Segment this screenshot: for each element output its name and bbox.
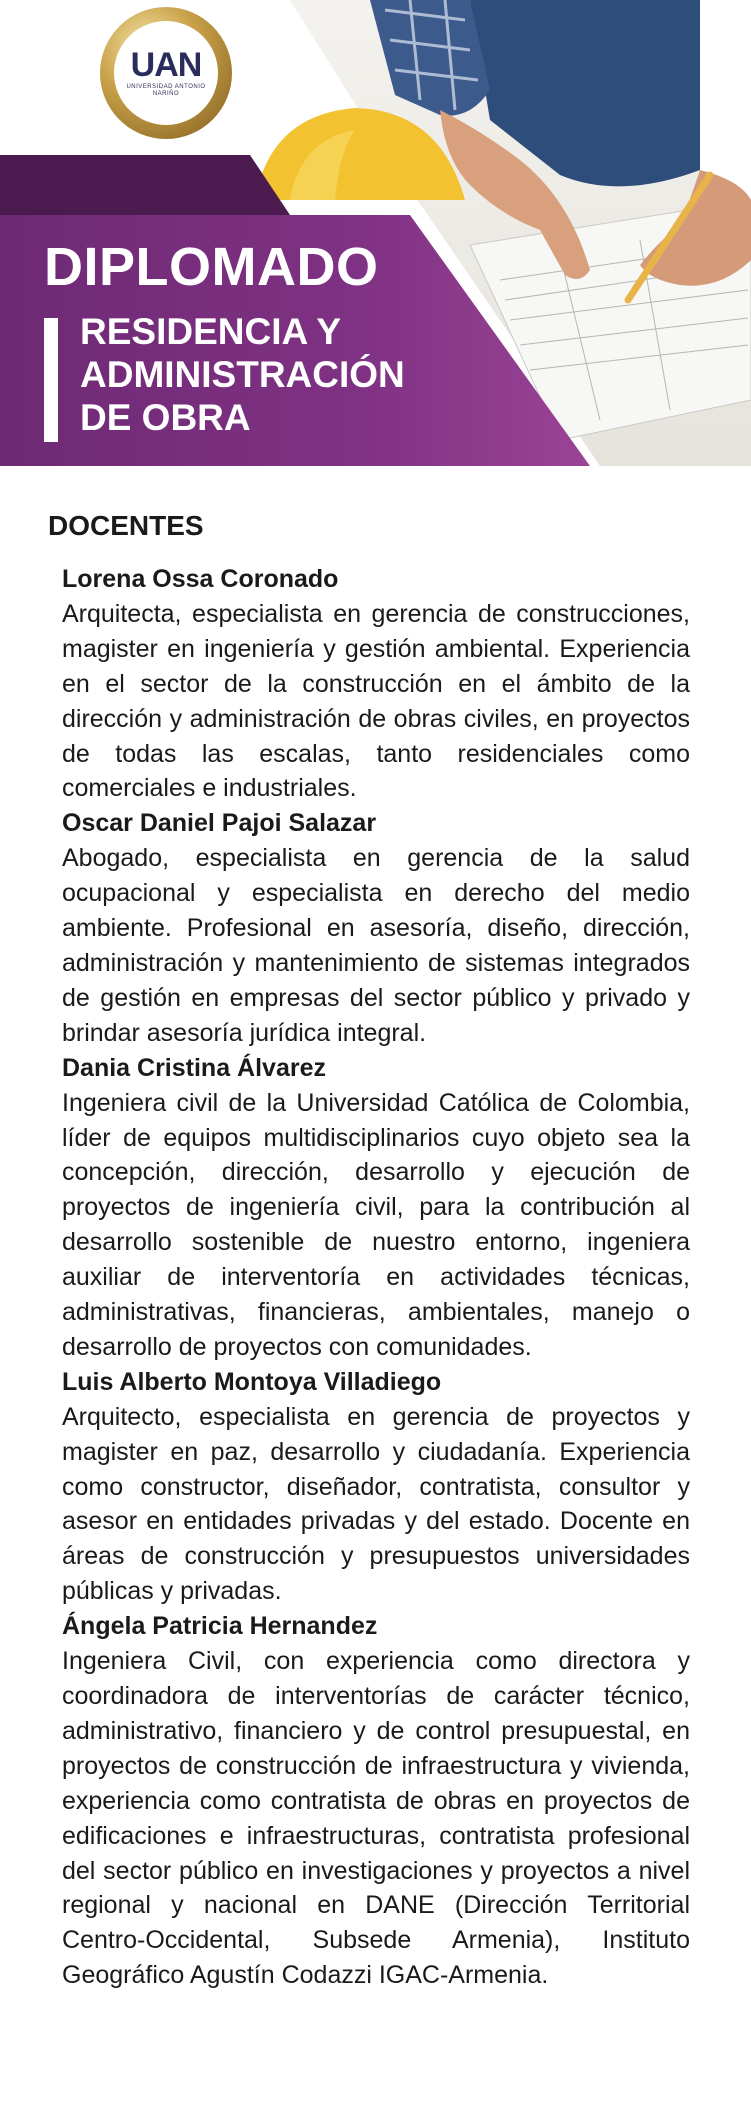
subtitle-line: DE OBRA bbox=[80, 397, 251, 438]
docente-name: Dania Cristina Álvarez bbox=[62, 1053, 326, 1082]
docente-name: Ángela Patricia Hernandez bbox=[62, 1612, 378, 1641]
docentes-list bbox=[62, 562, 690, 1993]
docente-bio: Abogado, especialista en gerencia de la salud ocupacional y especialista en derecho del medio ambiente. Profesional en asesoría, diseño, dirección, administración y mantenimiento de sistemas integrados de gestión en empresas del sector público y privado y brindar asesoría jurídica integral. bbox=[62, 844, 690, 1047]
program-title: DIPLOMADO bbox=[44, 237, 379, 297]
subtitle-line: RESIDENCIA Y bbox=[80, 311, 342, 352]
docente-bio: Ingeniera civil de la Universidad Católica de Colombia, líder de equipos multidisciplinarios cuyo objeto sea la concepción, dirección, desarrollo y ejecución de proyectos de ingeniería civil, para la contribución al desarrollo sostenible de nuestro entorno, ingeniera auxiliar de interventoría en actividades técnicas, administrativas, financieras, ambientales, manejo o desarrollo de proyectos con comunidades. bbox=[62, 1088, 690, 1361]
docente-bio: Ingeniera Civil, con experiencia como directora y coordinadora de interventorías de carácter técnico, administrativo, financiero y de control presupuestal, en proyectos de construcción de infraestructura y vivienda, experiencia como contratista de obras en proyectos de edificaciones e infraestructuras, contratista profesional del sector público en investigaciones y proyectos a nivel regional y nacional en DANE (Dirección Territorial Centro-Occidental, Subsede Armenia), Instituto Geográfico Agustín Codazzi IGAC-Armenia. bbox=[62, 1647, 690, 1990]
docente-entry bbox=[62, 1609, 690, 1993]
logo-text: UAN bbox=[130, 46, 202, 84]
docente-entry bbox=[62, 1051, 690, 1365]
docente-bio: Arquitecta, especialista en gerencia de construcciones, magister en ingeniería y gestión ambiental. Experiencia en el sector de la construcción en el ámbito de la dirección y administración de obras civiles, en proyectos de todas las escalas, tanto residenciales como comerciales e industriales. bbox=[62, 599, 690, 803]
header-banner bbox=[0, 0, 751, 466]
docente-name: Lorena Ossa Coronado bbox=[62, 565, 339, 593]
section-heading: DOCENTES bbox=[48, 510, 204, 541]
banner-dark-band bbox=[0, 155, 290, 215]
docente-entry bbox=[62, 806, 690, 1050]
logo-subtitle: UNIVERSIDAD ANTONIO NARIÑO bbox=[126, 84, 206, 97]
docente-name: Luis Alberto Montoya Villadiego bbox=[62, 1367, 442, 1396]
docente-bio: Arquitecto, especialista en gerencia de proyectos y magister en paz, desarrollo y ciudadanía. Experiencia como constructor, diseñador, contratista, consultor y asesor en entidades privadas y del estado. Docente en áreas de construcción y presupuestos universidades públicas y privadas. bbox=[62, 1402, 690, 1606]
subtitle-line: ADMINISTRACIÓN bbox=[80, 354, 405, 395]
docente-entry bbox=[62, 562, 690, 806]
program-subtitle bbox=[80, 310, 405, 439]
docente-entry bbox=[62, 1365, 690, 1609]
university-logo bbox=[100, 7, 232, 139]
subtitle-accent-bar bbox=[44, 318, 58, 442]
docente-name: Oscar Daniel Pajoi Salazar bbox=[62, 809, 377, 838]
